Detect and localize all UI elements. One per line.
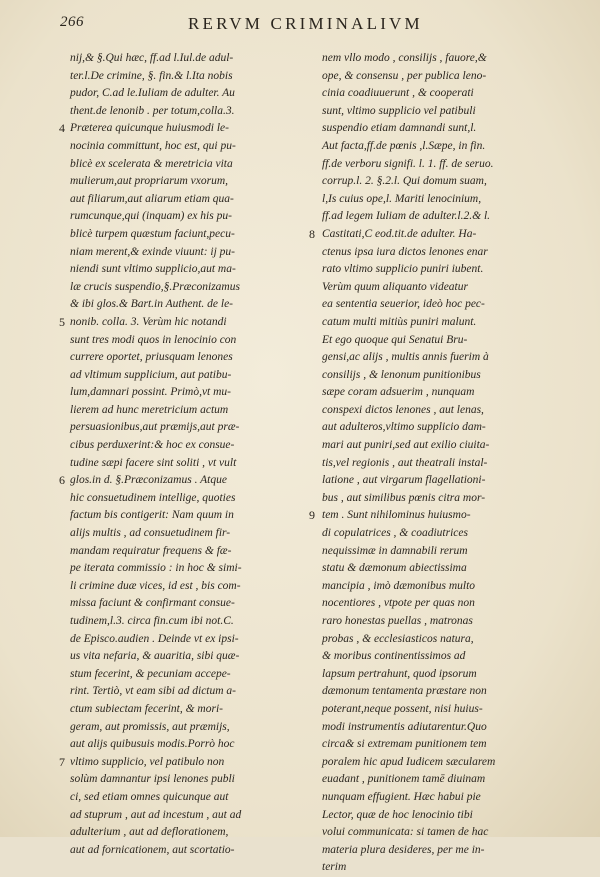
right-column-line-text: gensi,ac alijs , multis annis fuerim à [322,351,489,364]
left-column-line-text: geram, aut promissis, aut præmijs, [70,720,230,733]
left-column-line-text: nocinia committunt, hoc est, qui pu- [70,139,236,152]
left-column-line-text: aut filiarum,aut aliarum etiam qua- [70,192,234,205]
right-column-line [322,138,558,156]
left-column-line [70,719,308,737]
left-column-line [70,261,308,279]
left-column-line-text: ci, sed etiam omnes quicunque aut [70,790,229,803]
right-column-line-text: terim [322,861,347,874]
right-column-line-text: suspendio etiam damnandi sunt,l. [322,122,477,135]
left-column-line-text: stum fecerint, & pecuniam accepe- [70,667,231,680]
right-column-line-text: ctenus ipsa iura dictos lenones enar [322,245,488,258]
right-column-line-text: Et ego quoque qui Senatui Bru- [322,333,468,346]
right-column-line [322,631,558,649]
right-column-line-text: raro honestas puellas , matronas [322,615,473,627]
left-column-line [70,771,308,789]
right-column-line-text: ff.de verboru signifi. l. 1. ff. de seruo. [322,157,494,170]
left-column-line-text: blicè turpem quæstum faciunt,pecu- [70,227,235,240]
right-column-line [322,560,558,578]
left-column-line-text: alijs multis , ad consuetudinem fir- [70,527,231,540]
left-column-line-text: factum bis contigerit: Nam quum in [70,509,234,522]
left-column-line [70,85,308,103]
left-column-line [70,68,308,86]
left-column-line [70,244,308,262]
left-column-line [70,648,308,666]
right-column-line [322,367,558,385]
margin-note-number: 4 [59,121,65,136]
right-column-line [322,244,558,262]
right-text-column [309,50,558,877]
left-column-line-text: aut ad fornicationem, aut scortatio- [70,843,235,856]
running-title: RERVM CRIMINALIVM [188,14,423,33]
right-column-line [322,191,558,209]
left-column-line [70,103,308,121]
left-column-line-text: lum,damnari possint. Primò,vt mu- [70,386,231,399]
left-column-line [70,208,308,226]
margin-note-number: 6 [59,473,65,488]
left-column-line [70,384,308,402]
right-column-line [322,68,558,86]
left-column-line-text: ter.l.De crimine, §. fin.& l.Ita nobis [70,69,233,82]
left-column-line [70,807,308,825]
right-column-line-text: nem vllo modo , consilijs , fauore,& [322,52,487,64]
left-column-line-text: nij,& §.Qui hæc, ff.ad l.Iul.de adul- [70,52,234,64]
right-column-line [322,296,558,314]
left-column-line-text: lierem ad hunc meretricium actum [70,403,229,416]
page-number: 266 [60,14,84,30]
left-column-line-text: læ crucis suspendio,§.Præconizamus [70,280,240,293]
right-column-line [322,543,558,561]
left-column-line [70,736,308,754]
left-column-line [70,666,308,684]
right-column-line [322,683,558,701]
left-column-line-text: us vita nefaria, & auaritia, sibi quæ- [70,650,240,663]
right-column-line [322,859,558,877]
right-column-line [309,226,558,244]
right-column-line [322,156,558,174]
left-column-line-text: adulterium , aut ad deflorationem, [70,826,229,839]
right-column-line [322,120,558,138]
left-column-line-text: currere oportet, priusquam lenones [70,351,233,364]
right-column-line [322,455,558,473]
left-column-line-text: pudor, C.ad le.Iuliam de adulter. Au [70,87,235,100]
left-column-line-text: blicè ex scelerata & meretricia vita [70,157,233,170]
right-column-line-text: mancipia , imò dæmonibus multo [322,579,476,592]
left-column-line [70,437,308,455]
right-column-line [322,50,558,68]
page-header [0,14,600,42]
right-column-line [322,332,558,350]
left-column-line [70,349,308,367]
right-column-line-text: l,Is cuius ope,l. Mariti lenocinium, [322,192,482,205]
right-column-line [309,507,558,525]
left-column-line-text: pe iterata commissio : in hoc & simi- [70,562,242,575]
left-column-line [70,279,308,297]
right-column-line-text: sunt, vltimo supplicio vel patibuli [322,104,476,117]
right-column-line [322,771,558,789]
left-column-line [70,455,308,473]
left-column-line [70,525,308,543]
left-column-line-text: rint. Tertiò, vt eam sibi ad dictum a- [70,685,237,698]
right-column-line-text: cinia coadiuuerunt , & cooperati [322,87,474,100]
left-column-line-text: Præterea quicunque huiusmodi le- [70,122,229,135]
right-column-line [322,419,558,437]
right-column-line [322,701,558,719]
right-column-line [322,279,558,297]
right-column-line-text: consilijs , & lenonum punitionibus [322,368,481,381]
left-column-line-text: thent.de lenonib . per totum,colla.3. [70,104,235,117]
left-column-line-text: sunt tres modi quos in lenocinio con [70,333,237,346]
margin-note-number: 5 [59,314,65,329]
left-column-line [70,173,308,191]
left-column-line [70,402,308,420]
right-column-line-text: aut adulteros,vltimo supplicio dam- [322,421,486,434]
right-column-line-text: probas , & ecclesiasticos natura, [322,632,474,645]
right-column-line [322,437,558,455]
right-column-line-text: corrup.l. 2. §.2.l. Qui domum suam, [322,175,487,188]
margin-note-number: 8 [309,226,315,241]
left-column-line-text: cibus perduxerint:& hoc ex consue- [70,439,235,452]
right-column-line [322,578,558,596]
right-column-line-text: bus , aut similibus pœnis citra mor- [322,491,486,504]
left-column-line-text: ctum subiectam fecerint, & mori- [70,702,223,715]
left-column-line [70,543,308,561]
left-column-line-text: tudine sæpi facere sint soliti , vt vult [70,456,237,469]
left-column-line [70,507,308,525]
left-column-line-text: nonib. colla. 3. Verùm hic notandi [70,315,227,328]
right-column-line [322,807,558,825]
right-column-line [322,595,558,613]
left-column-line [70,226,308,244]
right-column-line [322,842,558,860]
left-column-line [70,296,308,314]
left-column-line-text: li crimine duæ vices, id est , bis com- [70,579,241,592]
left-column-line [59,754,308,772]
right-column-line-text: sæpe coram adsuerim , nunquam [322,386,475,399]
right-column-line-text: poterant,neque possent, nisi huius- [322,702,483,715]
right-column-line-text: Castitati,C eod.tit.de adulter. Ha- [322,227,477,240]
right-column-line [322,208,558,226]
margin-note-number: 9 [309,508,315,523]
right-column-line-text: ope, & consensu , per publica leno- [322,69,487,82]
left-column-line-text: de Episco.audien . Deinde vt ex ipsi- [70,632,239,645]
left-column-line [70,332,308,350]
right-column-line [322,314,558,332]
left-column-line [59,314,308,332]
right-column-line-text: tis,vel regionis , aut theatrali instal- [322,456,488,469]
right-column-line [322,789,558,807]
left-column-line-text: persuasionibus,aut præmijs,aut præ- [70,421,240,434]
left-column-line [70,138,308,156]
right-column-line [322,173,558,191]
right-column-line-text: volui communicata: si tamen de hac [322,826,489,839]
left-column-line-text: tudinem,l.3. circa fin.cum ibi not.C. [70,615,234,627]
right-column-line-text: di copulatrices , & coadiutrices [322,527,468,540]
left-column-line [70,683,308,701]
right-column-line [322,85,558,103]
right-column-line [322,349,558,367]
left-text-column [59,50,308,859]
right-column-line [322,384,558,402]
left-column-line [70,842,308,860]
right-column-line-text: & moribus continentissimos ad [322,650,466,663]
left-column-line [70,490,308,508]
right-column-line-text: nequissimæ in damnabili rerum [322,544,468,557]
right-column-line-text: poralem hic apud Iudicem sæcularem [322,755,496,768]
left-column-line-text: mandam requiratur frequens & fæ- [70,544,232,557]
right-column-line-text: rato vltimo supplicio puniri iubent. [322,263,484,276]
left-column-line-text: missa faciunt & confirmant consue- [70,597,235,610]
right-column-line [322,719,558,737]
left-column-line [70,367,308,385]
right-column-line [322,525,558,543]
right-column-line [322,490,558,508]
right-column-line-text: nunquam effugient. Hæc habui pie [322,790,481,803]
right-column-line [322,754,558,772]
right-column-line [322,666,558,684]
right-column-line-text: modi instrumentis adiutarentur.Quo [322,720,487,733]
left-column-line [59,472,308,490]
left-column-line-text: glos.in d. §.Præconizamus . Atque [70,474,227,487]
right-column-line-text: materia plura desideres, per me in- [322,843,485,856]
left-column-line [70,595,308,613]
right-column-line [322,103,558,121]
right-column-line [322,824,558,842]
right-column-line-text: Aut facta,ff.de pœnis ,l.Sæpe, in fin. [322,139,486,152]
right-column-line-text: lapsum pertrahunt, quod ipsorum [322,667,477,680]
left-column-line-text: hic consuetudinem intellige, quoties [70,491,236,504]
left-column-line [59,120,308,138]
right-column-line-text: tem . Sunt nihilominus huiusmo- [322,509,471,522]
right-column-line-text: catum multi mitiùs puniri malunt. [322,315,477,328]
left-column-line [70,191,308,209]
right-column-line-text: euadant , punitionem tamē diuinam [322,773,486,786]
right-column-line [322,472,558,490]
left-column-line-text: ad vltimum supplicium, aut patibu- [70,368,232,381]
left-column-line [70,701,308,719]
left-column-line-text: ad stuprum , aut ad incestum , aut ad [70,808,242,821]
left-column-line [70,578,308,596]
left-column-line-text: solùm damnantur ipsi lenones publi [70,773,235,786]
right-column-line [322,613,558,631]
right-column-line [322,261,558,279]
right-column-line-text: statu & dæmonum abiectissima [322,562,467,575]
right-column-line-text: ea sententia seuerior, ideò hoc pec- [322,298,485,311]
left-column-line-text: & ibi glos.& Bart.in Authent. de le- [70,298,234,311]
left-column-line-text: niendi sunt vltimo supplicio,aut ma- [70,263,236,276]
left-column-line [70,156,308,174]
right-column-line [322,648,558,666]
left-column-line-text: rumcunque,qui (inquam) ex his pu- [70,210,232,223]
right-column-line-text: latione , aut virgarum flagellationi- [322,474,486,487]
right-column-line-text: circa& si extremam punitionem tem [322,738,487,751]
left-column-line [70,50,308,68]
left-column-line [70,419,308,437]
right-column-line-text: mari aut puniri,sed aut exilio ciuita- [322,439,490,452]
right-column-line [322,402,558,420]
right-column-line-text: Verùm quum aliquanto videatur [322,280,468,293]
left-column-line [70,613,308,631]
right-column-line-text: conspexi dictos lenones , aut lenas, [322,403,484,416]
right-column-line [322,736,558,754]
left-column-line-text: aut alijs quibusuis modis.Porrò hoc [70,738,235,751]
right-column-line-text: nocentiores , vtpote per quas non [322,597,475,610]
right-column-line-text: ff.ad legem Iuliam de adulter.l.2.& l. [322,210,491,223]
right-column-line-text: Lector, quæ de hoc lenocinio tibi [322,808,473,821]
left-column-line [70,789,308,807]
left-column-line-text: vltimo supplicio, vel patibulo non [70,755,225,768]
left-column-line [70,631,308,649]
right-column-line-text: dæmonum tentamenta præstare non [322,685,487,698]
margin-note-number: 7 [59,754,65,769]
left-column-line [70,560,308,578]
left-column-line [70,824,308,842]
left-column-line-text: niam merent,& exinde viuunt: ij pu- [70,245,236,258]
left-column-line-text: mulierum,aut propriarum vxorum, [70,175,229,188]
